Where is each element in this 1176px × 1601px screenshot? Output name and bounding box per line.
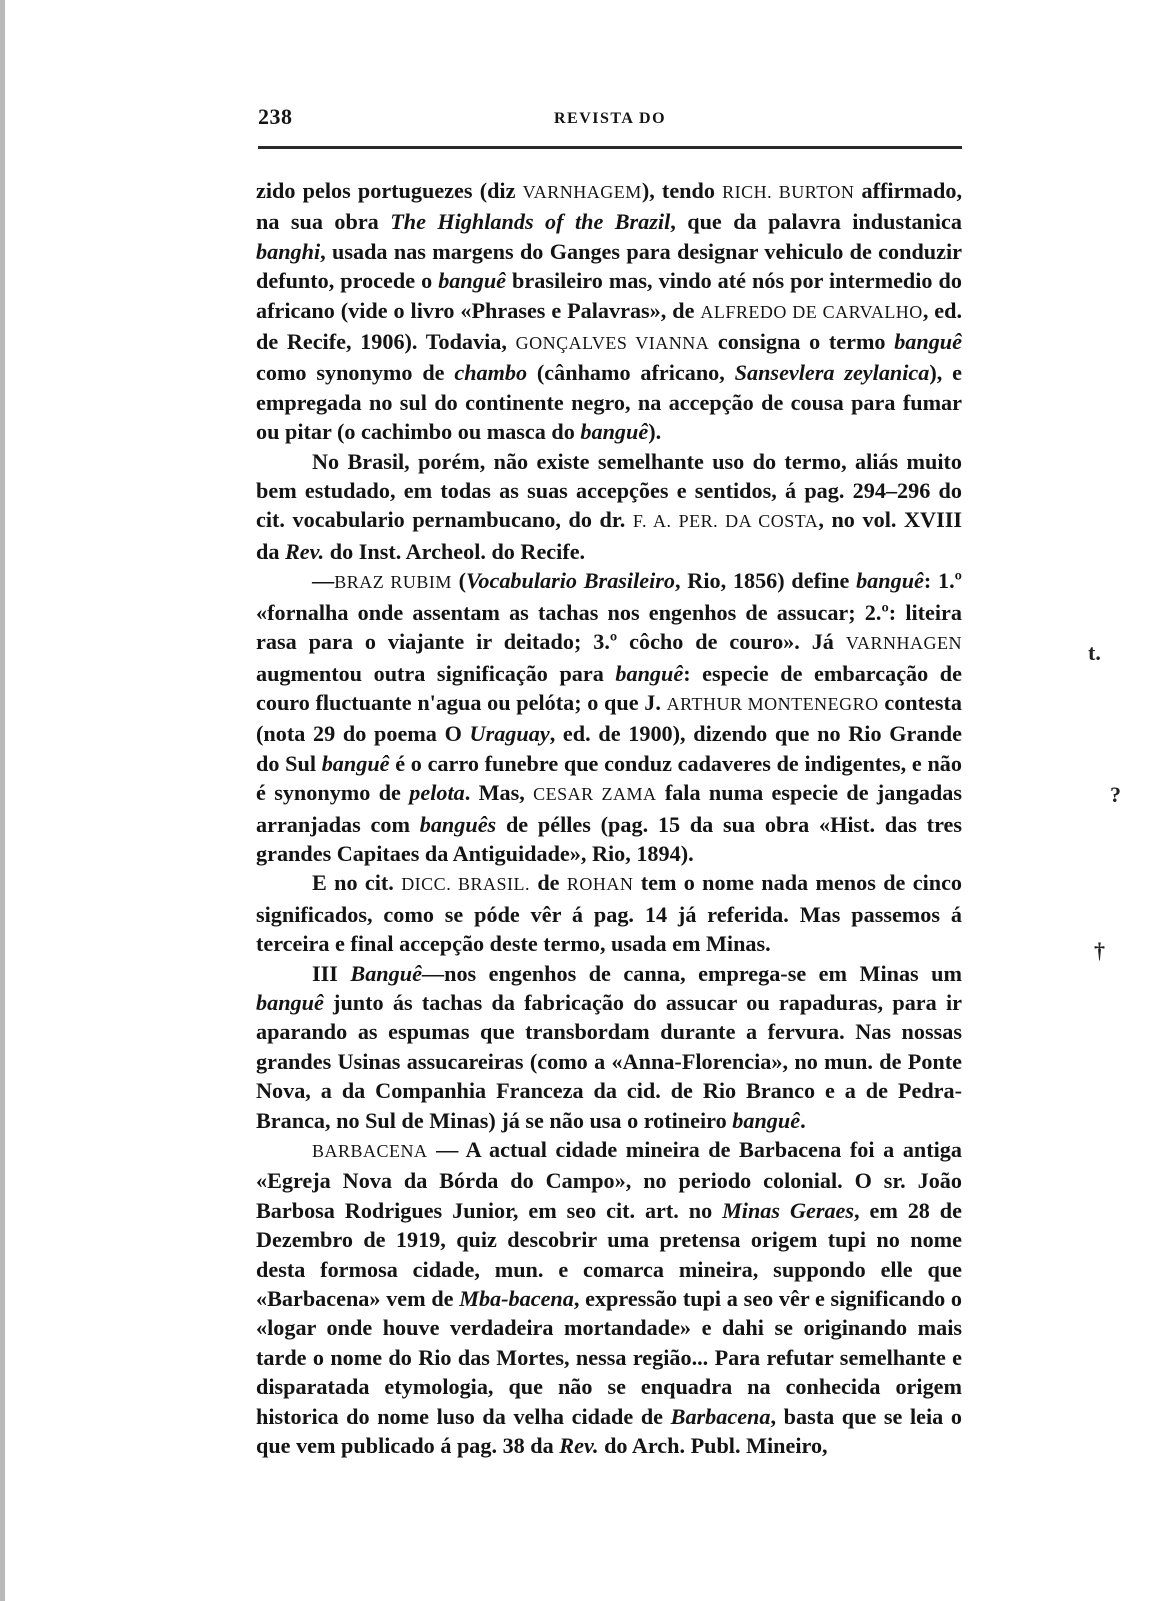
italic-text: Rev. — [284, 538, 325, 564]
text-run: ), e empregada no sul do continente negro, na accepção de cousa para fumar ou pitar (o cachimbo ou masca do — [256, 360, 962, 445]
text-run: fala numa especie de jangadas arranjadas com — [256, 780, 962, 837]
page-number: 238 — [258, 104, 293, 129]
italic-text: banguê — [438, 268, 507, 294]
italic-text: Mba-bacena — [459, 1286, 574, 1312]
italic-text: banguê — [894, 329, 962, 355]
text-run: , basta que se leia o que vem publicado á pag. 38 da — [256, 1403, 962, 1459]
text-run: , que da palavra industanica — [670, 209, 963, 235]
text-run: (cânhamo africano, — [527, 360, 735, 386]
text-run: do Arch. Publ. Mineiro, — [598, 1433, 828, 1459]
text-run: , no vol. XVIII da — [256, 507, 962, 564]
text-run: zido pelos portuguezes (diz — [256, 178, 523, 203]
paragraph — [256, 566, 962, 868]
page-header — [258, 104, 962, 138]
small-caps-text: GONÇALVES VIANNA — [515, 333, 710, 354]
italic-text: pelota — [409, 780, 465, 806]
italic-text: banguê — [321, 750, 390, 776]
italic-text: Barbacena — [670, 1403, 771, 1429]
text-run: junto ás tachas da fabricação do assucar ou rapaduras, para ir aparando as espumas que transbordam durante a fervura. Nas nossas grandes Usinas assucareiras (como a «Anna-Florencia», no mun. de Ponte Nova, a da Companhia Franceza da cid. de Rio Branco e a de Pedra-Branca, no Sul de Minas) já se não usa o rotineiro — [256, 989, 962, 1133]
text-run: : especie de embarcação de couro fluctuante n'agua ou pelóta; o que J. — [256, 660, 962, 715]
italic-text: banguês — [419, 811, 497, 837]
text-run: , Rio, 1856) define — [675, 568, 857, 594]
italic-text: Sansevlera zeylanica — [734, 360, 930, 386]
text-run: tem o nome nada menos de cinco significados, como se póde vêr á pag. 14 já referida. Mas passemos á terceira e final accepção deste termo, usada em Minas. — [256, 870, 963, 957]
small-caps-text: BRAZ RUBIM — [334, 572, 452, 593]
italic-text: Rev. — [559, 1433, 599, 1459]
header-rule — [258, 146, 962, 149]
italic-text: banguê — [732, 1107, 801, 1133]
body-text — [256, 176, 962, 1460]
text-run: contesta (nota 29 do poema O — [256, 689, 962, 747]
italic-text: banghi — [256, 238, 321, 264]
text-run: , ed. de 1900), dizendo que no Rio Grande do Sul — [256, 721, 962, 776]
small-caps-text: BARBACENA — [312, 1141, 428, 1161]
text-run: como synonymo de — [256, 360, 455, 386]
page-binding-edge — [0, 0, 5, 1601]
text-run: do Inst. Archeol. do Recife. — [324, 538, 586, 564]
text-run: , em 28 de Dezembro de 1919, quiz descobrir uma pretensa origem tupi no nome desta formosa cidade, mun. e comarca mineira, suppondo elle que «Barbacena» vem de — [256, 1197, 962, 1312]
text-run: augmentou outra significação para — [256, 660, 616, 686]
margin-mark: ? — [1110, 782, 1121, 807]
text-run: —nos engenhos de canna, emprega-se em Minas um — [421, 960, 962, 986]
paragraph — [256, 176, 962, 447]
paragraph — [256, 868, 962, 958]
text-run: III — [312, 960, 351, 986]
text-run: — — [312, 568, 335, 594]
text-run: : 1.º «fornalha onde assentam as tachas nos engenhos de assucar; 2.º: liteira rasa para o viajante ir deitado; 3.º côcho de couro». Já — [256, 568, 962, 655]
text-run: brasileiro mas, vindo até nós por intermedio do africano (vide o livro «Phrases e Palavras», de — [256, 268, 962, 323]
small-caps-text: RICH. BURTON — [722, 182, 855, 202]
text-run: affirmado, na sua obra — [256, 178, 962, 235]
text-run: ). — [648, 419, 662, 445]
text-run: é o carro funebre que conduz cadaveres de indigentes, e não é synonymo de — [256, 750, 962, 806]
small-caps-text: VARNHAGEN — [845, 633, 962, 654]
text-run: ), tendo — [641, 178, 723, 203]
italic-text: Uraguay — [469, 721, 550, 747]
small-caps-text: DICC. BRASIL. — [401, 874, 530, 895]
italic-text: banguê — [615, 660, 684, 686]
paragraph — [256, 1135, 962, 1460]
text-run: de — [530, 870, 567, 896]
small-caps-text: CESAR ZAMA — [533, 784, 657, 805]
italic-text: banguê — [856, 568, 924, 594]
paragraph — [256, 959, 962, 1135]
margin-mark: † — [1094, 938, 1105, 963]
italic-text: Minas Geraes — [722, 1197, 855, 1223]
text-run: , expressão tupi a seo vêr e significando o «logar onde houve verdadeira mortandade» e dahi se originando mais tarde o nome do Rio das Mortes, nessa região... Para refutar semelhante e disparatada etymologia, que não se enquadra na conhecida origem historica do nome luso da velha cidade de — [256, 1286, 962, 1429]
small-caps-text: ARTHUR MONTENEGRO — [666, 693, 879, 714]
text-run: ( — [451, 568, 467, 594]
text-run: de pélles (pag. 15 da sua obra «Hist. das tres grandes Capitaes da Antiguidade», Rio, 1894). — [256, 811, 963, 866]
italic-text: banguê — [256, 989, 324, 1015]
text-run: consigna o termo — [709, 329, 895, 355]
italic-text: Banguê — [350, 960, 422, 986]
running-head: REVISTA DO — [553, 110, 667, 127]
italic-text: Vocabulario Brasileiro — [466, 568, 675, 594]
margin-mark: t. — [1088, 640, 1101, 665]
text-run: . — [800, 1107, 806, 1133]
text-run: E no cit. — [312, 870, 402, 896]
text-run: , ed. de Recife, 1906). Todavia, — [256, 297, 963, 355]
text-run: , usada nas margens do Ganges para designar vehiculo de conduzir defunto, procede o — [256, 238, 962, 294]
small-caps-text: ROHAN — [566, 874, 634, 895]
italic-text: banguê — [580, 419, 649, 445]
small-caps-text: ALFREDO DE CARVALHO — [700, 301, 923, 322]
paragraph — [256, 447, 962, 567]
italic-text: The Highlands of the Brazil — [390, 209, 671, 235]
text-run: No Brasil, porém, não existe semelhante uso do termo, aliás muito bem estudado, em todas as suas accepções e sentidos, á pag. 294–296 do cit. vocabulario pernambucano, do dr. — [256, 448, 962, 533]
small-caps-text: F. A. PER. DA COSTA — [632, 511, 819, 532]
italic-text: chambo — [454, 360, 528, 386]
small-caps-text: VARNHAGEM — [522, 182, 642, 202]
text-run: — A actual cidade mineira de Barbacena foi a antiga «Egreja Nova da Bórda do Campo», no periodo colonial. O sr. João Barbosa Rodrigues Junior, em seo cit. art. no — [256, 1137, 962, 1223]
text-run: . Mas, — [464, 780, 534, 806]
